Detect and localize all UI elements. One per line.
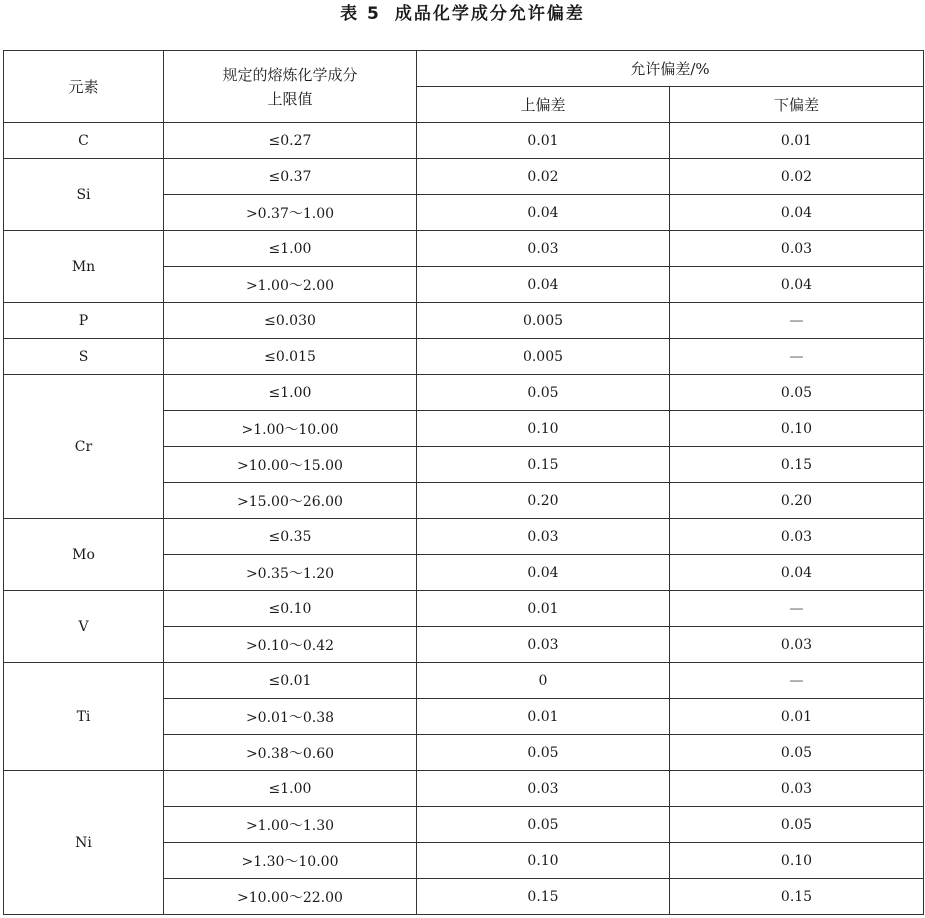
element-cell: Mo [4, 519, 164, 591]
upper-tolerance-cell: 0.20 [417, 483, 670, 519]
table-number: 表 5 [340, 4, 381, 24]
lower-tolerance-cell: 0.05 [670, 735, 924, 771]
limit-cell: ≤0.030 [164, 303, 417, 339]
element-cell: Ni [4, 771, 164, 915]
lower-tolerance-cell: 0.02 [670, 159, 924, 195]
limit-cell: >0.35～1.20 [164, 555, 417, 591]
lower-tolerance-cell: 0.15 [670, 879, 924, 915]
limit-cell: >1.00～2.00 [164, 267, 417, 303]
table-title [0, 4, 925, 24]
table-body [4, 123, 924, 915]
upper-tolerance-cell: 0.15 [417, 447, 670, 483]
limit-cell: >1.00～1.30 [164, 807, 417, 843]
lower-tolerance-cell: 0.03 [670, 771, 924, 807]
lower-tolerance-cell: 0.04 [670, 267, 924, 303]
upper-tolerance-cell: 0.005 [417, 339, 670, 375]
table-row [4, 663, 924, 699]
lower-tolerance-cell: 0.15 [670, 447, 924, 483]
upper-tolerance-cell: 0.03 [417, 519, 670, 555]
lower-tolerance-cell: 0.05 [670, 375, 924, 411]
limit-cell: >0.37～1.00 [164, 195, 417, 231]
lower-tolerance-cell: — [670, 303, 924, 339]
header-limit-line2: 上限值 [267, 89, 313, 108]
limit-cell: ≤0.015 [164, 339, 417, 375]
upper-tolerance-cell: 0.04 [417, 267, 670, 303]
upper-tolerance-cell: 0.04 [417, 555, 670, 591]
header-lower: 下偏差 [670, 87, 924, 123]
limit-cell: ≤0.01 [164, 663, 417, 699]
lower-tolerance-cell: 0.01 [670, 123, 924, 159]
limit-cell: >0.10～0.42 [164, 627, 417, 663]
lower-tolerance-cell: 0.10 [670, 843, 924, 879]
upper-tolerance-cell: 0.10 [417, 411, 670, 447]
lower-tolerance-cell: — [670, 339, 924, 375]
limit-cell: ≤0.37 [164, 159, 417, 195]
table-row [4, 123, 924, 159]
header-element: 元素 [4, 51, 164, 123]
upper-tolerance-cell: 0.03 [417, 231, 670, 267]
upper-tolerance-cell: 0.005 [417, 303, 670, 339]
element-cell: Ti [4, 663, 164, 771]
element-cell: Mn [4, 231, 164, 303]
lower-tolerance-cell: 0.03 [670, 231, 924, 267]
limit-cell: >0.38～0.60 [164, 735, 417, 771]
limit-cell: ≤1.00 [164, 771, 417, 807]
lower-tolerance-cell: 0.20 [670, 483, 924, 519]
tolerance-table [3, 50, 924, 915]
limit-cell: >0.01～0.38 [164, 699, 417, 735]
table-header [4, 51, 924, 123]
upper-tolerance-cell: 0 [417, 663, 670, 699]
lower-tolerance-cell: 0.01 [670, 699, 924, 735]
upper-tolerance-cell: 0.05 [417, 375, 670, 411]
lower-tolerance-cell: 0.04 [670, 195, 924, 231]
lower-tolerance-cell: 0.10 [670, 411, 924, 447]
limit-cell: ≤1.00 [164, 231, 417, 267]
limit-cell: >1.00～10.00 [164, 411, 417, 447]
element-cell: V [4, 591, 164, 663]
upper-tolerance-cell: 0.01 [417, 699, 670, 735]
element-cell: C [4, 123, 164, 159]
table-row [4, 231, 924, 267]
lower-tolerance-cell: — [670, 663, 924, 699]
lower-tolerance-cell: 0.03 [670, 627, 924, 663]
element-cell: Si [4, 159, 164, 231]
table-title-text: 成品化学成分允许偏差 [394, 4, 585, 24]
upper-tolerance-cell: 0.01 [417, 591, 670, 627]
table-row [4, 339, 924, 375]
element-cell: Cr [4, 375, 164, 519]
limit-cell: >10.00～22.00 [164, 879, 417, 915]
table-row [4, 591, 924, 627]
lower-tolerance-cell: 0.05 [670, 807, 924, 843]
upper-tolerance-cell: 0.10 [417, 843, 670, 879]
upper-tolerance-cell: 0.04 [417, 195, 670, 231]
limit-cell: >15.00～26.00 [164, 483, 417, 519]
lower-tolerance-cell: 0.04 [670, 555, 924, 591]
limit-cell: >10.00～15.00 [164, 447, 417, 483]
lower-tolerance-cell: 0.03 [670, 519, 924, 555]
upper-tolerance-cell: 0.05 [417, 807, 670, 843]
table-row [4, 303, 924, 339]
limit-cell: >1.30～10.00 [164, 843, 417, 879]
limit-cell: ≤0.10 [164, 591, 417, 627]
header-tolerance: 允许偏差/% [417, 51, 924, 87]
upper-tolerance-cell: 0.15 [417, 879, 670, 915]
table-row [4, 375, 924, 411]
element-cell: P [4, 303, 164, 339]
header-limit [164, 51, 417, 123]
upper-tolerance-cell: 0.02 [417, 159, 670, 195]
table-row [4, 771, 924, 807]
limit-cell: ≤1.00 [164, 375, 417, 411]
header-limit-line1: 规定的熔炼化学成分 [222, 65, 358, 84]
limit-cell: ≤0.27 [164, 123, 417, 159]
upper-tolerance-cell: 0.03 [417, 771, 670, 807]
limit-cell: ≤0.35 [164, 519, 417, 555]
header-upper: 上偏差 [417, 87, 670, 123]
table-row [4, 519, 924, 555]
element-cell: S [4, 339, 164, 375]
upper-tolerance-cell: 0.03 [417, 627, 670, 663]
upper-tolerance-cell: 0.01 [417, 123, 670, 159]
table-row [4, 159, 924, 195]
upper-tolerance-cell: 0.05 [417, 735, 670, 771]
lower-tolerance-cell: — [670, 591, 924, 627]
